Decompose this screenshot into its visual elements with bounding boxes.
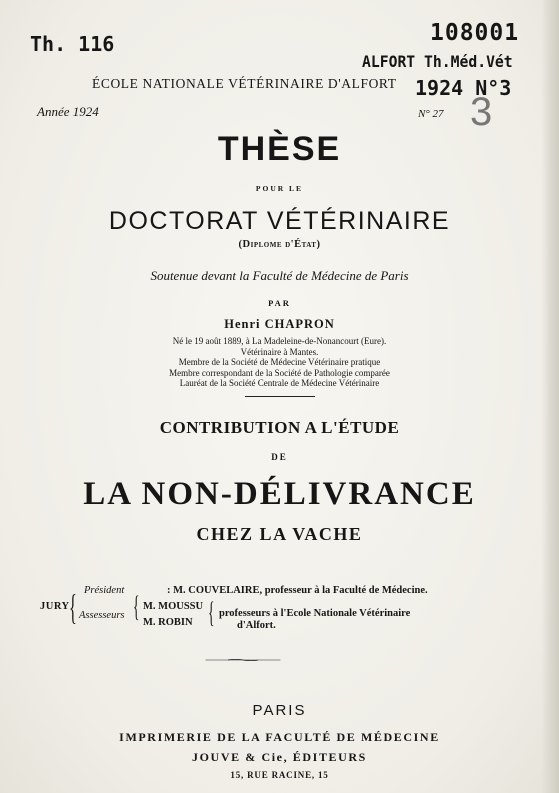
assessor-1: M. MOUSSU <box>143 601 204 612</box>
author-bio <box>0 336 559 389</box>
president-role: Président <box>84 585 125 596</box>
these-title: THÈSE <box>217 130 342 168</box>
pour-le-text: POUR LE <box>255 184 304 193</box>
brace-glyph: { <box>208 596 215 629</box>
year-number-stamp: 1924 N°3 <box>415 76 512 100</box>
jury-block <box>40 584 520 640</box>
printer: IMPRIMERIE DE LA FACULTÉ DE MÉDECINE <box>119 730 440 744</box>
subject-line-4: CHEZ LA VACHE <box>196 524 363 544</box>
bio-line: Membre de la Société de Médecine Vétérinaire pratique <box>178 357 381 367</box>
brace-glyph: { <box>133 590 140 623</box>
collection-stamp: ALFORT Th.Méd.Vét <box>362 52 513 71</box>
soutenue-line: Soutenue devant la Faculté de Médecine de Paris <box>150 268 409 283</box>
bio-line: Lauréat de la Société Centrale de Médecine Vétérinaire <box>179 378 380 388</box>
doctorat-title: DOCTORAT VÉTÉRINAIRE <box>108 207 451 235</box>
assessor-title-line: d'Alfort. <box>237 620 276 631</box>
subject-line-2: DE <box>271 452 288 462</box>
bio-line: Membre correspondant de la Société de Pathologie comparée <box>169 367 390 378</box>
assessor-title <box>219 608 410 632</box>
subject-line-1: CONTRIBUTION A L'ÉTUDE <box>159 418 400 437</box>
thesis-number-label: N° 27 <box>418 108 444 120</box>
divider-rule <box>245 396 315 397</box>
year-label: Année 1924 <box>37 104 99 119</box>
school-name: ÉCOLE NATIONALE VÉTÉRINAIRE D'ALFORT <box>92 76 397 91</box>
author-name: Henri CHAPRON <box>224 317 335 331</box>
par-text: PAR <box>268 298 291 308</box>
assessor-role: Assesseurs <box>79 610 125 621</box>
page-edge-shadow <box>541 0 559 793</box>
assessor-2: M. ROBIN <box>143 617 193 628</box>
bio-line: Né le 19 août 1889, à La Madeleine-de-Nonancourt (Eure). <box>172 336 387 346</box>
ornamental-rule <box>168 659 318 661</box>
assessor-title-line: professeurs à l'Ecole Nationale Vétérinaire <box>219 608 411 619</box>
handwritten-number: 3 <box>470 90 493 134</box>
jury-label: JURY <box>40 601 70 612</box>
subject-main-title: LA NON-DÉLIVRANCE <box>83 476 476 512</box>
brace-glyph: { <box>69 587 77 627</box>
publisher: JOUVE & Cie, ÉDITEURS <box>192 750 367 764</box>
address: 15, RUE RACINE, 15 <box>230 770 329 780</box>
inventory-number-stamp: 108001 <box>430 20 520 46</box>
bio-line: Vétérinaire à Mantes. <box>240 346 319 357</box>
call-number-stamp: Th. 116 <box>30 32 115 56</box>
president-entry: : M. COUVELAIRE, professeur à la Faculté de Médecine. <box>167 585 428 596</box>
diplome-subtitle: (Diplome d'État) <box>238 239 321 250</box>
city: PARIS <box>252 702 307 719</box>
